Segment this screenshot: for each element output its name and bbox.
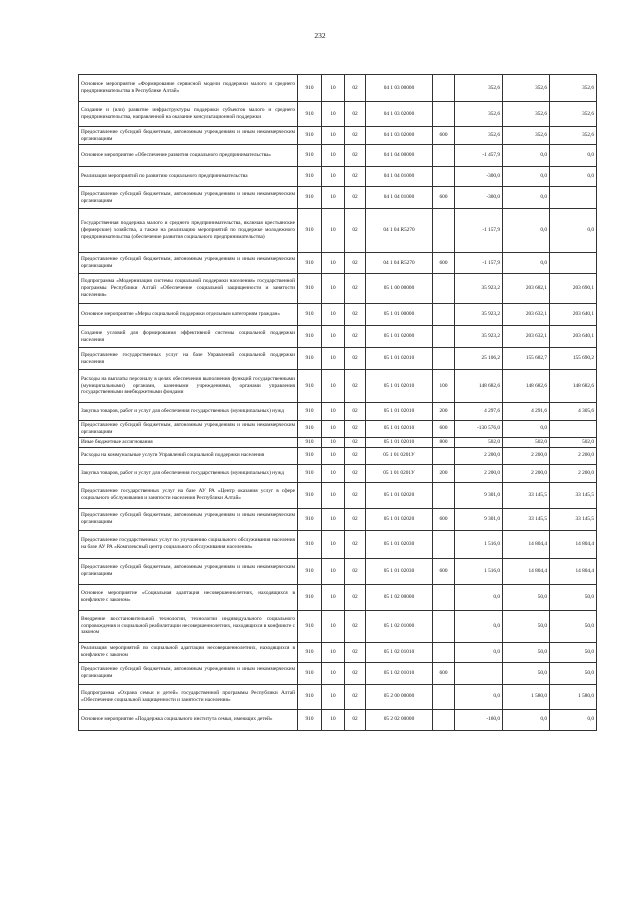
target-article-code: 05 1 01 02000 — [366, 326, 433, 348]
amount-year-3: 14 804,4 — [550, 558, 597, 584]
ministry-code: 910 — [298, 209, 322, 253]
table-row — [79, 584, 597, 610]
ministry-code: 910 — [298, 253, 322, 274]
amount-year-2: 155 682,7 — [503, 348, 550, 370]
expense-type-code: 600 — [433, 127, 455, 145]
expense-type-code — [433, 167, 455, 187]
amount-year-2: 1 580,0 — [503, 684, 550, 709]
amount-year-2: 148 682,6 — [503, 370, 550, 403]
ministry-code: 910 — [298, 508, 322, 530]
table-row — [79, 642, 597, 662]
subsection-code: 02 — [345, 304, 366, 326]
table-row — [79, 127, 597, 145]
amount-year-1: 4 297,6 — [455, 403, 503, 421]
amount-year-1: -160,0 — [455, 709, 503, 730]
target-article-code: 05 1 01 02030 — [366, 530, 433, 558]
target-article-code: 05 2 00 00000 — [366, 684, 433, 709]
amount-year-1: 1 516,0 — [455, 530, 503, 558]
amount-year-2: 0,0 — [503, 253, 550, 274]
amount-year-2: 50,0 — [503, 642, 550, 662]
expense-type-code — [433, 642, 455, 662]
amount-year-3: 4 305,6 — [550, 403, 597, 421]
section-code: 10 — [322, 167, 345, 187]
table-row — [79, 709, 597, 730]
amount-year-1: 35 923,2 — [455, 304, 503, 326]
amount-year-3: 203 640,1 — [550, 326, 597, 348]
amount-year-2: 0,0 — [503, 709, 550, 730]
table-row — [79, 370, 597, 403]
subsection-code: 02 — [345, 253, 366, 274]
section-code: 10 — [322, 304, 345, 326]
amount-year-1: 0,0 — [455, 642, 503, 662]
table-row — [79, 684, 597, 709]
amount-year-2: 203 632,1 — [503, 304, 550, 326]
subsection-code: 02 — [345, 558, 366, 584]
ministry-code: 910 — [298, 127, 322, 145]
table-row — [79, 304, 597, 326]
subsection-code: 02 — [345, 709, 366, 730]
amount-year-1: 25 106,2 — [455, 348, 503, 370]
amount-year-1: 9 301,0 — [455, 482, 503, 508]
table-row — [79, 482, 597, 508]
amount-year-2: 33 145,5 — [503, 482, 550, 508]
amount-year-1: 2 200,0 — [455, 464, 503, 482]
amount-year-3: 1 580,0 — [550, 684, 597, 709]
expense-type-code: 200 — [433, 403, 455, 421]
amount-year-2: 14 804,4 — [503, 558, 550, 584]
target-article-code: 05 1 01 02020 — [366, 482, 433, 508]
target-article-code: 04 1 04 R5270 — [366, 209, 433, 253]
amount-year-1: -130 576,0 — [455, 421, 503, 438]
subsection-code: 02 — [345, 508, 366, 530]
subsection-code: 02 — [345, 187, 366, 209]
amount-year-1: 502,0 — [455, 437, 503, 447]
target-article-code: 04 1 04 R5270 — [366, 253, 433, 274]
amount-year-1: 0,0 — [455, 584, 503, 610]
subsection-code: 02 — [345, 437, 366, 447]
amount-year-1: -1 157,9 — [455, 209, 503, 253]
ministry-code: 910 — [298, 464, 322, 482]
target-article-code: 05 1 01 0201У — [366, 447, 433, 464]
section-code: 10 — [322, 530, 345, 558]
amount-year-3: 2 200,0 — [550, 447, 597, 464]
amount-year-1: 352,6 — [455, 75, 503, 102]
row-name: Основное мероприятие «Поддержка социального института семьи, имеющих детей» — [79, 709, 298, 730]
target-article-code: 05 1 01 02010 — [366, 403, 433, 421]
subsection-code: 02 — [345, 145, 366, 167]
subsection-code: 02 — [345, 684, 366, 709]
expense-type-code — [433, 584, 455, 610]
amount-year-2: 0,0 — [503, 209, 550, 253]
row-name: Реализация мероприятий по развитию социального предпринимательства — [79, 167, 298, 187]
table-row — [79, 530, 597, 558]
amount-year-1: 35 923,2 — [455, 326, 503, 348]
ministry-code: 910 — [298, 187, 322, 209]
target-article-code: 04 1 04 00000 — [366, 145, 433, 167]
target-article-code: 05 1 02 00000 — [366, 584, 433, 610]
section-code: 10 — [322, 642, 345, 662]
target-article-code: 05 1 01 02020 — [366, 508, 433, 530]
subsection-code: 02 — [345, 482, 366, 508]
target-article-code: 05 1 01 0201У — [366, 464, 433, 482]
section-code: 10 — [322, 447, 345, 464]
amount-year-3: 0,0 — [550, 167, 597, 187]
target-article-code: 05 1 02 01010 — [366, 642, 433, 662]
target-article-code: 05 1 01 02010 — [366, 437, 433, 447]
target-article-code: 05 1 01 02010 — [366, 348, 433, 370]
expense-type-code — [433, 102, 455, 127]
ministry-code: 910 — [298, 584, 322, 610]
amount-year-3 — [550, 253, 597, 274]
table-row — [79, 145, 597, 167]
subsection-code: 02 — [345, 642, 366, 662]
amount-year-3: 352,6 — [550, 127, 597, 145]
table-row — [79, 508, 597, 530]
amount-year-3: 148 682,6 — [550, 370, 597, 403]
amount-year-2: 352,6 — [503, 127, 550, 145]
amount-year-2: 33 145,5 — [503, 508, 550, 530]
row-name: Основное мероприятие «Обеспечение развития социального предпринимательства» — [79, 145, 298, 167]
amount-year-3: 203 640,1 — [550, 304, 597, 326]
expense-type-code — [433, 304, 455, 326]
amount-year-1: -300,0 — [455, 167, 503, 187]
amount-year-3: 0,0 — [550, 145, 597, 167]
table-row — [79, 662, 597, 684]
target-article-code: 04 1 03 00000 — [366, 75, 433, 102]
row-name: Подпрограмма «Модернизация системы социальной поддержки населения» государственной программы Республики Алтай «Обеспечение социальной защищенности и занятости населения» — [79, 274, 298, 304]
amount-year-2: 352,6 — [503, 102, 550, 127]
row-name: Расходы на коммунальные услуги Управлений социальной поддержки населения — [79, 447, 298, 464]
row-name: Основное мероприятие «Формирование сервисной модели поддержки малого и среднего предпринимательства в Республике Алтай» — [79, 75, 298, 102]
section-code: 10 — [322, 75, 345, 102]
row-name: Создание и (или) развитие инфраструктуры поддержки субъектов малого и среднего предпринимательства, направленной на оказание консультационной поддержки — [79, 102, 298, 127]
amount-year-3: 50,0 — [550, 662, 597, 684]
row-name: Реализация мероприятий по социальной адаптации несовершеннолетних, находящихся в конфликте с законом — [79, 642, 298, 662]
amount-year-2: 50,0 — [503, 584, 550, 610]
ministry-code: 910 — [298, 482, 322, 508]
subsection-code: 02 — [345, 662, 366, 684]
section-code: 10 — [322, 403, 345, 421]
amount-year-1: 352,6 — [455, 127, 503, 145]
row-name: Государственная поддержка малого и среднего предпринимательства, включая крестьянские (фермерские) хозяйства, а также на реализацию мероприятий по поддержке молодежного предпринимательства (обеспечение развития социального предпринимательства) — [79, 209, 298, 253]
amount-year-3 — [550, 187, 597, 209]
expense-type-code: 600 — [433, 253, 455, 274]
target-article-code: 04 1 04 01000 — [366, 187, 433, 209]
row-name: Предоставление субсидий бюджетным, автономным учреждениям и иным некоммерческим организациям — [79, 508, 298, 530]
row-name: Основное мероприятие «Социальная адаптация несовершеннолетних, находящихся в конфликте с законом» — [79, 584, 298, 610]
row-name: Предоставление государственных услуг по улучшению социального обслуживания населения на базе АУ РА «Комплексный центр социального обслуживания населения» — [79, 530, 298, 558]
subsection-code: 02 — [345, 348, 366, 370]
subsection-code: 02 — [345, 464, 366, 482]
subsection-code: 02 — [345, 127, 366, 145]
section-code: 10 — [322, 482, 345, 508]
section-code: 10 — [322, 558, 345, 584]
amount-year-3: 2 200,0 — [550, 464, 597, 482]
expense-type-code — [433, 447, 455, 464]
target-article-code: 05 1 01 02010 — [366, 421, 433, 438]
target-article-code: 05 1 01 00000 — [366, 304, 433, 326]
amount-year-3: 352,6 — [550, 102, 597, 127]
amount-year-2: 50,0 — [503, 662, 550, 684]
subsection-code: 02 — [345, 530, 366, 558]
amount-year-2: 352,6 — [503, 75, 550, 102]
amount-year-2: 0,0 — [503, 145, 550, 167]
expense-type-code — [433, 274, 455, 304]
amount-year-2: 14 804,4 — [503, 530, 550, 558]
subsection-code: 02 — [345, 370, 366, 403]
expense-type-code: 600 — [433, 508, 455, 530]
amount-year-1: 2 200,0 — [455, 447, 503, 464]
table-row — [79, 187, 597, 209]
section-code: 10 — [322, 326, 345, 348]
ministry-code: 910 — [298, 447, 322, 464]
ministry-code: 910 — [298, 662, 322, 684]
amount-year-1: 9 301,0 — [455, 508, 503, 530]
amount-year-2: 0,0 — [503, 421, 550, 438]
subsection-code: 02 — [345, 326, 366, 348]
expense-type-code — [433, 75, 455, 102]
ministry-code: 910 — [298, 167, 322, 187]
ministry-code: 910 — [298, 437, 322, 447]
section-code: 10 — [322, 253, 345, 274]
section-code: 10 — [322, 610, 345, 642]
expense-type-code: 600 — [433, 187, 455, 209]
section-code: 10 — [322, 145, 345, 167]
amount-year-3: 50,0 — [550, 642, 597, 662]
table-row — [79, 102, 597, 127]
expense-type-code — [433, 684, 455, 709]
table-row — [79, 464, 597, 482]
section-code: 10 — [322, 464, 345, 482]
ministry-code: 910 — [298, 274, 322, 304]
subsection-code: 02 — [345, 447, 366, 464]
row-name: Предоставление субсидий бюджетным, автономным учреждениям и иным некоммерческим организациям — [79, 421, 298, 438]
section-code: 10 — [322, 209, 345, 253]
table-row — [79, 167, 597, 187]
row-name: Создание условий для формирования эффективной системы социальной поддержки населения — [79, 326, 298, 348]
amount-year-1: -1 157,9 — [455, 253, 503, 274]
expense-type-code — [433, 209, 455, 253]
row-name: Предоставление субсидий бюджетным, автономным учреждениям и иным некоммерческим организациям — [79, 662, 298, 684]
table-row — [79, 75, 597, 102]
amount-year-3: 0,0 — [550, 209, 597, 253]
expense-type-code: 600 — [433, 421, 455, 438]
row-name: Предоставление субсидий бюджетным, автономным учреждениям и иным некоммерческим организациям — [79, 558, 298, 584]
row-name: Внедрение восстановительной технологии, технологии индивидуального социального сопровождения и социальной реабилитации несовершеннолетних, находящихся в конфликте с законом — [79, 610, 298, 642]
amount-year-2: 0,0 — [503, 167, 550, 187]
amount-year-2: 50,0 — [503, 610, 550, 642]
ministry-code: 910 — [298, 403, 322, 421]
table-row — [79, 348, 597, 370]
amount-year-3: 0,0 — [550, 709, 597, 730]
row-name: Закупка товаров, работ и услуг для обеспечения государственных (муниципальных) нужд — [79, 403, 298, 421]
target-article-code: 04 1 03 02000 — [366, 102, 433, 127]
amount-year-2: 4 291,6 — [503, 403, 550, 421]
amount-year-3 — [550, 421, 597, 438]
subsection-code: 02 — [345, 75, 366, 102]
section-code: 10 — [322, 584, 345, 610]
table-row — [79, 274, 597, 304]
expense-type-code: 800 — [433, 437, 455, 447]
amount-year-2: 203 682,1 — [503, 274, 550, 304]
target-article-code: 05 2 02 00000 — [366, 709, 433, 730]
target-article-code: 05 1 01 02010 — [366, 370, 433, 403]
expense-type-code: 600 — [433, 558, 455, 584]
subsection-code: 02 — [345, 584, 366, 610]
table-row — [79, 326, 597, 348]
row-name: Закупка товаров, работ и услуг для обеспечения государственных (муниципальных) нужд — [79, 464, 298, 482]
amount-year-2: 2 200,0 — [503, 464, 550, 482]
subsection-code: 02 — [345, 421, 366, 438]
ministry-code: 910 — [298, 709, 322, 730]
row-name: Расходы на выплаты персоналу в целях обеспечения выполнения функций государственными (муниципальными) органами, казенными учреждениями, органами управления государственными внебюджетными фондами — [79, 370, 298, 403]
table-row — [79, 209, 597, 253]
amount-year-3: 50,0 — [550, 610, 597, 642]
amount-year-3: 203 690,1 — [550, 274, 597, 304]
amount-year-2: 2 200,0 — [503, 447, 550, 464]
ministry-code: 910 — [298, 348, 322, 370]
section-code: 10 — [322, 274, 345, 304]
amount-year-1: 0,0 — [455, 610, 503, 642]
amount-year-3: 14 804,4 — [550, 530, 597, 558]
section-code: 10 — [322, 187, 345, 209]
section-code: 10 — [322, 421, 345, 438]
subsection-code: 02 — [345, 403, 366, 421]
expense-type-code: 200 — [433, 464, 455, 482]
section-code: 10 — [322, 127, 345, 145]
target-article-code: 05 1 00 00000 — [366, 274, 433, 304]
expense-type-code — [433, 145, 455, 167]
amount-year-2: 203 632,1 — [503, 326, 550, 348]
amount-year-2: 502,0 — [503, 437, 550, 447]
table-row — [79, 253, 597, 274]
ministry-code: 910 — [298, 326, 322, 348]
expense-type-code — [433, 610, 455, 642]
amount-year-1: -300,0 — [455, 187, 503, 209]
section-code: 10 — [322, 370, 345, 403]
ministry-code: 910 — [298, 530, 322, 558]
ministry-code: 910 — [298, 102, 322, 127]
target-article-code: 05 1 02 01000 — [366, 610, 433, 642]
table-row — [79, 610, 597, 642]
ministry-code: 910 — [298, 558, 322, 584]
amount-year-3: 352,6 — [550, 75, 597, 102]
expense-type-code — [433, 709, 455, 730]
target-article-code: 04 1 04 01000 — [366, 167, 433, 187]
table-row — [79, 421, 597, 438]
target-article-code: 04 1 03 02000 — [366, 127, 433, 145]
ministry-code: 910 — [298, 145, 322, 167]
table-row — [79, 558, 597, 584]
table-row — [79, 447, 597, 464]
target-article-code: 05 1 02 01010 — [366, 662, 433, 684]
section-code: 10 — [322, 437, 345, 447]
row-name: Предоставление субсидий бюджетным, автономным учреждениям и иным некоммерческим организациям — [79, 127, 298, 145]
subsection-code: 02 — [345, 209, 366, 253]
row-name: Предоставление субсидий бюджетным, автономным учреждениям и иным некоммерческим организациям — [79, 253, 298, 274]
subsection-code: 02 — [345, 610, 366, 642]
amount-year-1: 35 923,2 — [455, 274, 503, 304]
page-number: 232 — [314, 31, 326, 40]
amount-year-1: 352,6 — [455, 102, 503, 127]
amount-year-3: 50,0 — [550, 584, 597, 610]
amount-year-1: -1 457,9 — [455, 145, 503, 167]
expense-type-code — [433, 348, 455, 370]
amount-year-1 — [455, 662, 503, 684]
ministry-code: 910 — [298, 304, 322, 326]
ministry-code: 910 — [298, 642, 322, 662]
subsection-code: 02 — [345, 102, 366, 127]
expense-type-code — [433, 530, 455, 558]
amount-year-3: 33 145,5 — [550, 508, 597, 530]
section-code: 10 — [322, 508, 345, 530]
row-name: Предоставление государственных услуг на базе АУ РА «Центр оказания услуг в сфере социального обслуживания и занятости населения Республики Алтай» — [79, 482, 298, 508]
section-code: 10 — [322, 102, 345, 127]
expense-type-code — [433, 482, 455, 508]
row-name: Подпрограмма «Охрана семьи и детей» государственной программы Республики Алтай «Обеспечение социальной защищенности и занятости населения» — [79, 684, 298, 709]
amount-year-3: 33 145,5 — [550, 482, 597, 508]
budget-table — [78, 74, 597, 731]
amount-year-3: 502,0 — [550, 437, 597, 447]
section-code: 10 — [322, 684, 345, 709]
ministry-code: 910 — [298, 610, 322, 642]
section-code: 10 — [322, 348, 345, 370]
subsection-code: 02 — [345, 274, 366, 304]
subsection-code: 02 — [345, 167, 366, 187]
table-row — [79, 403, 597, 421]
row-name: Основное мероприятие «Меры социальной поддержки отдельным категориям граждан» — [79, 304, 298, 326]
target-article-code: 05 1 01 02030 — [366, 558, 433, 584]
amount-year-1: 1 516,0 — [455, 558, 503, 584]
row-name: Иные бюджетные ассигнования — [79, 437, 298, 447]
expense-type-code: 100 — [433, 370, 455, 403]
ministry-code: 910 — [298, 684, 322, 709]
section-code: 10 — [322, 662, 345, 684]
ministry-code: 910 — [298, 370, 322, 403]
ministry-code: 910 — [298, 75, 322, 102]
expense-type-code: 600 — [433, 662, 455, 684]
row-name: Предоставление государственных услуг на базе Управлений социальной поддержки населения — [79, 348, 298, 370]
amount-year-1: 148 682,6 — [455, 370, 503, 403]
section-code: 10 — [322, 709, 345, 730]
row-name: Предоставление субсидий бюджетным, автономным учреждениям и иным некоммерческим организациям — [79, 187, 298, 209]
expense-type-code — [433, 326, 455, 348]
amount-year-1: 0,0 — [455, 684, 503, 709]
amount-year-2: 0,0 — [503, 187, 550, 209]
ministry-code: 910 — [298, 421, 322, 438]
amount-year-3: 155 690,2 — [550, 348, 597, 370]
table-row — [79, 437, 597, 447]
